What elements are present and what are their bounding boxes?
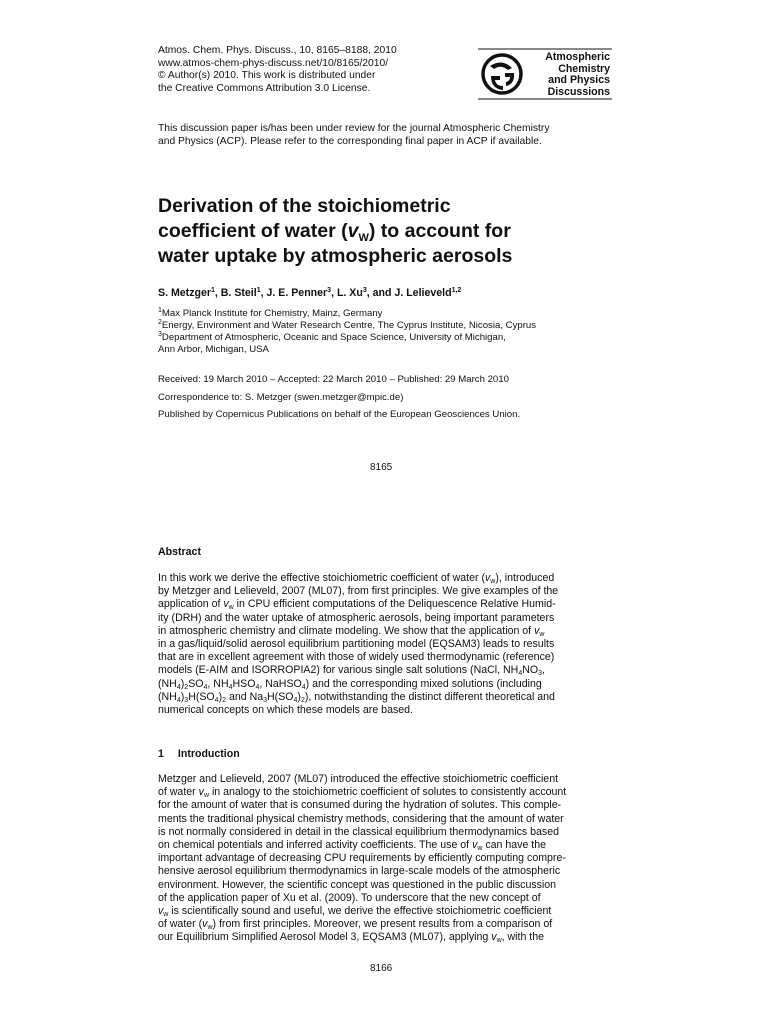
title-line-2: coefficient of water $(v_W)$ to account for <box>158 220 511 244</box>
copyright-line: © Author(s) 2010. This work is distributed under <box>158 70 376 82</box>
affiliations <box>158 308 536 356</box>
logo-line-2: Chemistry <box>558 62 610 75</box>
affiliation-3-line-2: Ann Arbor, Michigan, USA <box>158 344 269 355</box>
affiliation-3: $^3$Department of Atmospheric, Oceanic and Space Science, University of Michigan, <box>158 331 506 343</box>
paper-title <box>158 194 512 269</box>
journal-url: www.atmos-chem-phys-discuss.net/10/8165/2010/ <box>158 57 389 69</box>
citation-block <box>158 45 397 95</box>
author: S. Metzger$^1$, <box>158 287 221 299</box>
journal-logo <box>478 46 612 102</box>
logo-wordmark <box>545 52 610 98</box>
dates-line: Received: 19 March 2010 – Accepted: 22 March 2010 – Published: 29 March 2010 <box>158 374 509 385</box>
abstract-text: In this work we derive the effective stoichiometric coefficient of water $(v_w)$, introduced by Metzger and Lelieveld, 2007 (ML07), from first principles. We give examples of the application of $v_w$ in CPU efficient computations of the Deliquescence Relative Humid- ity (DRH) and the water uptake of atmospheric aerosols, being important parameters in atmospheric chemistry and climate modeling. We show that the application of $v_w$ in a gas/liquid/solid aerosol equilibrium partitioning model (EQSAM3) leads to results that are in excellent agreement with those of widely used thermodynamic (reference) models (E-AIM and ISORROPIA2) for various single salt solutions (NaCl, $NH_4NO_3$, $(NH_4)_2SO_4$, $NH_4HSO_4$, NaHSO$_4$) and the corresponding mixed solutions (including $(NH_4)_3H(SO_4)_2$ and $Na_3H(SO_4)_2$), notwithstanding the distinct different theoretical and numerical concepts on which these models are based. <box>158 572 559 717</box>
author: J. Lelieveld$^{1,2}$ <box>394 287 462 299</box>
publisher-line: Published by Copernicus Publications on behalf of the European Geosciences Union. <box>158 409 521 420</box>
title-line-3: water uptake by atmospheric aerosols <box>158 245 513 267</box>
review-notice <box>158 123 549 148</box>
author-list <box>158 287 461 299</box>
page-number: 8165 <box>370 462 393 473</box>
section-heading: 1 Introduction <box>158 748 240 760</box>
license-line: the Creative Commons Attribution 3.0 License. <box>158 82 371 94</box>
review-notice-line-1: This discussion paper is/has been under review for the journal Atmospheric Chemistry <box>158 123 550 134</box>
review-notice-line-2: and Physics (ACP). Please refer to the corresponding final paper in ACP if available. <box>158 135 542 147</box>
correspondence-line: Correspondence to: S. Metzger (swen.metzger@mpic.de) <box>158 391 404 403</box>
journal-line: Atmos. Chem. Phys. Discuss., 10, 8165–8188, 2010 <box>158 45 397 56</box>
abstract-heading: Abstract <box>158 546 201 558</box>
introduction-text: Metzger and Lelieveld, 2007 (ML07) introduced the effective stoichiometric coefficient of water $v_w$ in analogy to the stoichiometric coefficient of solutes to consistently account for the amount of water that is consumed during the hydration of solutes. This comple- ments the traditional physical chemistry methods, considering that the amount of water is not normally considered in detail in the classical equilibrium thermodynamics based on chemical potentials and inferred activity coefficients. The use of $v_w$ can have the important advantage of decreasing CPU requirements by efficiently computing compre- hensive aerosol equilibrium thermodynamics in large-scale models of the atmospheric environment. However, the scientific concept was questioned in the public discussion of the application paper of Xu et al. (2009). To underscore that the new concept of $v_w$ is scientifically sound and useful, we derive the effective stoichiometric coefficient of water $(v_w)$ from first principles. Moreover, we present results from a comparison of our Equilibrium Simplified Aerosol Model 3, EQSAM3 (ML07), applying $v_w$, with the <box>158 773 567 945</box>
author: J. E. Penner$^3$, <box>266 287 337 299</box>
logo-line-1: Atmospheric <box>545 51 610 63</box>
publication-info <box>158 371 520 424</box>
author: B. Steil$^1$, <box>220 287 267 299</box>
title-line-1: Derivation of the stoichiometric <box>158 195 451 217</box>
author: L. Xu$^3$, and <box>336 287 395 299</box>
affiliation-1: $^1$Max Planck Institute for Chemistry, Mainz, Germany <box>158 307 383 319</box>
affiliation-2: $^2$Energy, Environment and Water Research Centre, The Cyprus Institute, Nicosia, Cyprus <box>158 319 537 331</box>
logo-line-3: and Physics <box>548 74 610 86</box>
page-number: 8166 <box>370 963 393 974</box>
logo-line-4: Discussions <box>547 85 610 98</box>
